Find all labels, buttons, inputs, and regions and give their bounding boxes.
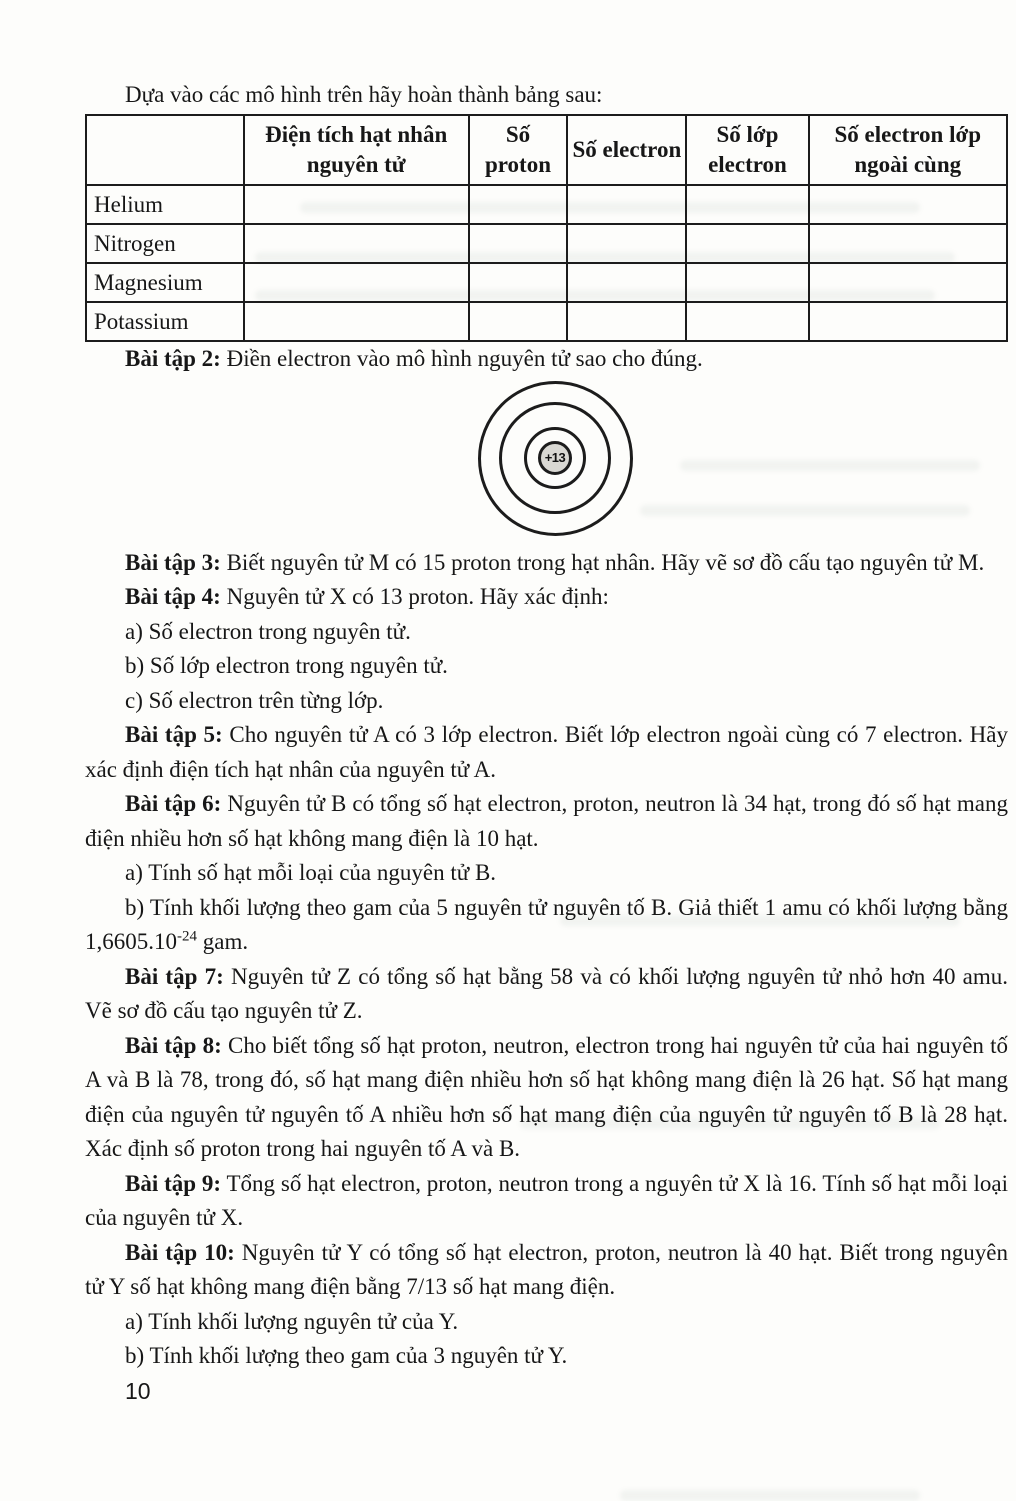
exercise-4-item-a: a) Số electron trong nguyên tử. [125, 618, 411, 644]
empty-cell [686, 302, 808, 341]
element-label: Potassium [86, 302, 244, 341]
empty-cell [244, 263, 469, 302]
exercise-10 [85, 1236, 1008, 1305]
table-row [86, 224, 1007, 263]
empty-cell [567, 224, 686, 263]
exercise-6-item-a: a) Tính số hạt mỗi loại của nguyên tử B. [125, 860, 497, 885]
empty-cell [244, 224, 469, 263]
exercise-3-label: Bài tập 3: [125, 549, 221, 575]
exercise-4 [85, 580, 1008, 615]
atoms-table [85, 114, 1008, 342]
table-row [86, 263, 1007, 302]
exercise-2-label: Bài tập 2: [125, 346, 221, 371]
empty-cell [809, 263, 1007, 302]
element-label: Magnesium [86, 263, 244, 302]
header-outer-electron-count: Số electron lớp ngoài cùng [809, 115, 1007, 185]
page-number: 10 [125, 1377, 151, 1404]
exercise-9-label: Bài tập 9: [125, 1170, 222, 1196]
exercise-2-text: Điền electron vào mô hình nguyên tử sao cho đúng. [226, 346, 703, 371]
exercise-6-item-b [85, 891, 1008, 960]
empty-cell [469, 302, 568, 341]
scan-bleed-artifact [620, 1490, 920, 1501]
exercise-9-text: Tổng số hạt electron, proton, neutron trong a nguyên tử X là 16. Tính số hạt mỗi loại của nguyên tử X. [85, 1170, 1009, 1230]
exercise-10-item-b: b) Tính khối lượng theo gam của 3 nguyên tử Y. [125, 1343, 568, 1368]
table-row [86, 302, 1007, 341]
empty-cell [244, 302, 469, 341]
exercise-2 [85, 342, 1008, 377]
exercise-6-item-b-text: b) Tính khối lượng theo gam của 5 nguyên tử nguyên tố B. Giả thiết 1 amu có khối lượng bằng 1,6605.10 [85, 894, 1008, 954]
exercise-8 [85, 1029, 1008, 1167]
exercise-7-text: Nguyên tử Z có tổng số hạt bằng 58 và có khối lượng nguyên tử nhỏ hơn 40 amu. Vẽ sơ đồ cấu tạo nguyên tử Z. [85, 963, 1009, 1023]
empty-cell [686, 224, 808, 263]
exercise-7-label: Bài tập 7: [125, 963, 224, 989]
exercise-6-text: Nguyên tử B có tổng số hạt electron, proton, neutron là 34 hạt, trong đó số hạt mang điện nhiều hơn số hạt không mang điện là 10 hạt. [85, 791, 1008, 851]
header-shell-count: Số lớp electron [686, 115, 808, 185]
exercise-10-item-a: a) Tính khối lượng nguyên tử của Y. [125, 1308, 459, 1334]
empty-cell [567, 263, 686, 302]
exercise-5-text: Cho nguyên tử A có 3 lớp electron. Biết lớp electron ngoài cùng có 7 electron. Hãy xác định điện tích hạt nhân của nguyên tử A. [85, 722, 1009, 782]
exercise-4-item-c: c) Số electron trên từng lớp. [125, 687, 384, 713]
intro-text: Dựa vào các mô hình trên hãy hoàn thành bảng sau: [125, 82, 603, 107]
empty-cell [809, 185, 1007, 224]
exercise-7 [85, 960, 1008, 1029]
empty-cell [244, 185, 469, 224]
exercise-4-item-b: b) Số lớp electron trong nguyên tử. [125, 653, 448, 678]
exercise-4-text: Nguyên tử X có 13 proton. Hãy xác định: [226, 584, 609, 609]
header-electron-count: Số electron [567, 115, 686, 185]
exercise-10-label: Bài tập 10: [125, 1239, 235, 1265]
empty-cell [686, 263, 808, 302]
empty-cell [567, 302, 686, 341]
exercise-5 [85, 718, 1008, 787]
page-content [85, 0, 1008, 1408]
empty-cell [809, 302, 1007, 341]
exercise-9 [85, 1167, 1008, 1236]
exercise-8-label: Bài tập 8: [125, 1032, 222, 1058]
nucleus: +13 [538, 441, 572, 475]
exercise-10-text: Nguyên tử Y có tổng số hạt electron, proton, neutron là 40 hạt. Biết trong nguyên tử Y số hạt không mang điện bằng 7/13 số hạt mang điện. [85, 1239, 1009, 1299]
table-row [86, 185, 1007, 224]
exercise-4-label: Bài tập 4: [125, 584, 221, 609]
exercise-6-label: Bài tập 6: [125, 791, 222, 816]
table-header-row [86, 115, 1007, 185]
exercise-6-item-b-unit: gam. [197, 929, 249, 954]
atom-diagram [85, 381, 1008, 536]
element-label: Helium [86, 185, 244, 224]
empty-cell [686, 185, 808, 224]
exercise-3 [85, 546, 1008, 581]
empty-cell [469, 185, 568, 224]
header-proton-count: Số proton [469, 115, 568, 185]
exercise-8-text: Cho biết tổng số hạt proton, neutron, electron trong hai nguyên tử của hai nguyên tố A và B là 78, trong đó, số hạt mang điện nhiều hơn số hạt không mang điện là 26 hạt. Số hạt mang điện của nguyên tử nguyên tố A nhiều hơn số hạt mang điện của nguyên tử nguyên tố B là 28 hạt. Xác định số proton trong hai nguyên tố A và B. [85, 1032, 1009, 1161]
exercise-6 [85, 787, 1008, 856]
header-nuclear-charge: Điện tích hạt nhân nguyên tử [244, 115, 469, 185]
header-blank [86, 115, 244, 185]
empty-cell [469, 263, 568, 302]
empty-cell [809, 224, 1007, 263]
element-label: Nitrogen [86, 224, 244, 263]
empty-cell [567, 185, 686, 224]
exercise-5-label: Bài tập 5: [125, 722, 223, 747]
empty-cell [469, 224, 568, 263]
exponent: -24 [177, 928, 197, 945]
exercise-3-text: Biết nguyên tử M có 15 proton trong hạt nhân. Hãy vẽ sơ đồ cấu tạo nguyên tử M. [226, 549, 985, 575]
